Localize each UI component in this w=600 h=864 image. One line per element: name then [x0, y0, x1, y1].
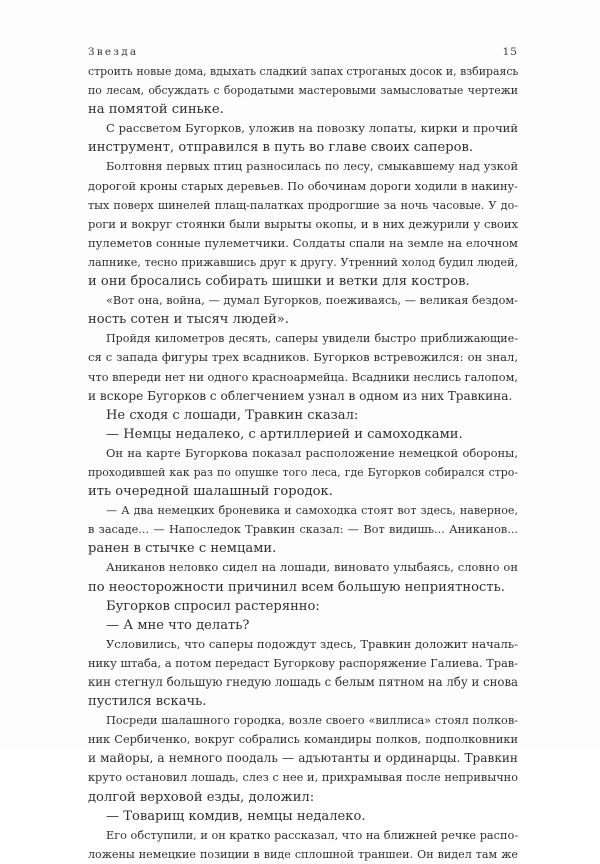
text-line: инструмент, отправился в путь во главе своих саперов. — [88, 140, 474, 156]
running-header — [88, 46, 518, 60]
text-line: «Вот она, война, — думал Бугорков, поеживаясь, — великая бездом- — [106, 294, 518, 308]
text-line: Условились, что саперы подождут здесь, Травкин доложит началь- — [106, 636, 518, 651]
text-line: роги и вокруг стоянки были вырыты окопы, и в них дежурили у своих — [88, 216, 518, 231]
text-line: в засаде... — Напоследок Травкин сказал: — Вот видишь... Аниканов... — [88, 523, 518, 537]
text-line: нику штаба, а потом передаст Бугоркову распоряжение Галиева. Трав- — [88, 656, 518, 670]
text-line: Он на карте Бугоркова показал расположение немецкой обороны, — [106, 445, 518, 460]
text-line: ся с запада фигуры трех всадников. Бугорков встревожился: он знал, — [88, 350, 518, 365]
body-text — [88, 62, 518, 864]
text-line: и они бросались собирать шишки и ветки для костров. — [88, 274, 470, 290]
text-line: по неосторожности причинил всем большую неприятность. — [88, 579, 505, 595]
text-line: на помятой синьке. — [88, 102, 224, 118]
text-line: Аниканов неловко сидел на лошади, виновато улыбаясь, словно он — [106, 560, 518, 575]
text-line: что впереди нет ни одного красноармейца. Всадники неслись галопом, — [88, 370, 518, 384]
text-line: — А мне что делать? — [106, 617, 250, 633]
text-line: и вскоре Бугорков с облегчением узнал в одном из них Травкина. — [88, 388, 513, 403]
text-line: пулеметов сонные пулеметчики. Солдаты спали на земле на елочном — [88, 235, 518, 250]
text-line: — Товарищ комдив, немцы недалеко. — [106, 808, 366, 824]
text-line: дорогой кроны старых деревьев. По обочинам дороги ходили в накину- — [88, 179, 518, 193]
text-line: С рассветом Бугорков, уложив на повозку лопаты, кирки и прочий — [106, 121, 518, 136]
text-line: Бугорков спросил растерянно: — [106, 598, 320, 614]
text-line: тых поверх шинелей плащ-палатках продрогшие за ночь часовые. У до- — [88, 198, 518, 212]
text-line: ник Сербиченко, вокруг собрались командиры полков, подполковники — [88, 733, 518, 747]
text-line: лапнике, тесно прижавшись друг к другу. Утренний холод будил людей, — [88, 255, 518, 269]
text-line: кин стегнул большую гнедую лошадь с белым пятном на лбу и снова — [88, 675, 518, 689]
text-line: Посреди шалашного городка, возле своего «виллиса» стоял полков- — [106, 714, 518, 728]
text-line: долгой верховой езды, доложил: — [88, 789, 315, 805]
text-line: по лесам, обсуждать с бородатыми мастеровыми замысловатые чертежи — [88, 84, 518, 98]
text-line: ить очередной шалашный городок. — [88, 484, 333, 500]
text-line: строить новые дома, вдыхать сладкий запах строганых досок и, взбираясь — [88, 65, 519, 78]
text-line: Болтовня первых птиц разносилась по лесу, смыкавшему над узкой — [106, 160, 518, 174]
chapter-title: Звезда — [88, 46, 139, 58]
page-number: 15 — [502, 46, 518, 58]
text-line: ранен в стычке с немцами. — [88, 541, 277, 557]
text-line: и майоры, а немного поодаль — адъютанты и ординарцы. Травкин — [88, 751, 518, 766]
text-line: пустился вскачь. — [88, 694, 207, 710]
text-line: Пройдя километров десять, саперы увидели быстро приближающие- — [106, 332, 518, 346]
text-line: проходившей как раз по опушке того леса, где Бугорков собирался стро- — [88, 465, 518, 479]
text-line: Не сходя с лошади, Травкин сказал: — [106, 407, 359, 423]
text-line: круто остановил лошадь, слез с нее и, прихрамывая после непривычно — [88, 771, 518, 785]
text-line: Его обступили, и он кратко рассказал, что на ближней речке распо- — [106, 828, 519, 842]
text-line: ность сотен и тысяч людей». — [88, 312, 289, 328]
text-line: — А два немецких броневика и самоходка стоят вот здесь, наверное, — [106, 504, 518, 518]
text-line: — Немцы недалеко, с артиллерией и самоходками. — [106, 426, 463, 442]
text-line: ложены немецкие позиции в виде сплошной траншеи. Он видел там же — [88, 847, 518, 861]
